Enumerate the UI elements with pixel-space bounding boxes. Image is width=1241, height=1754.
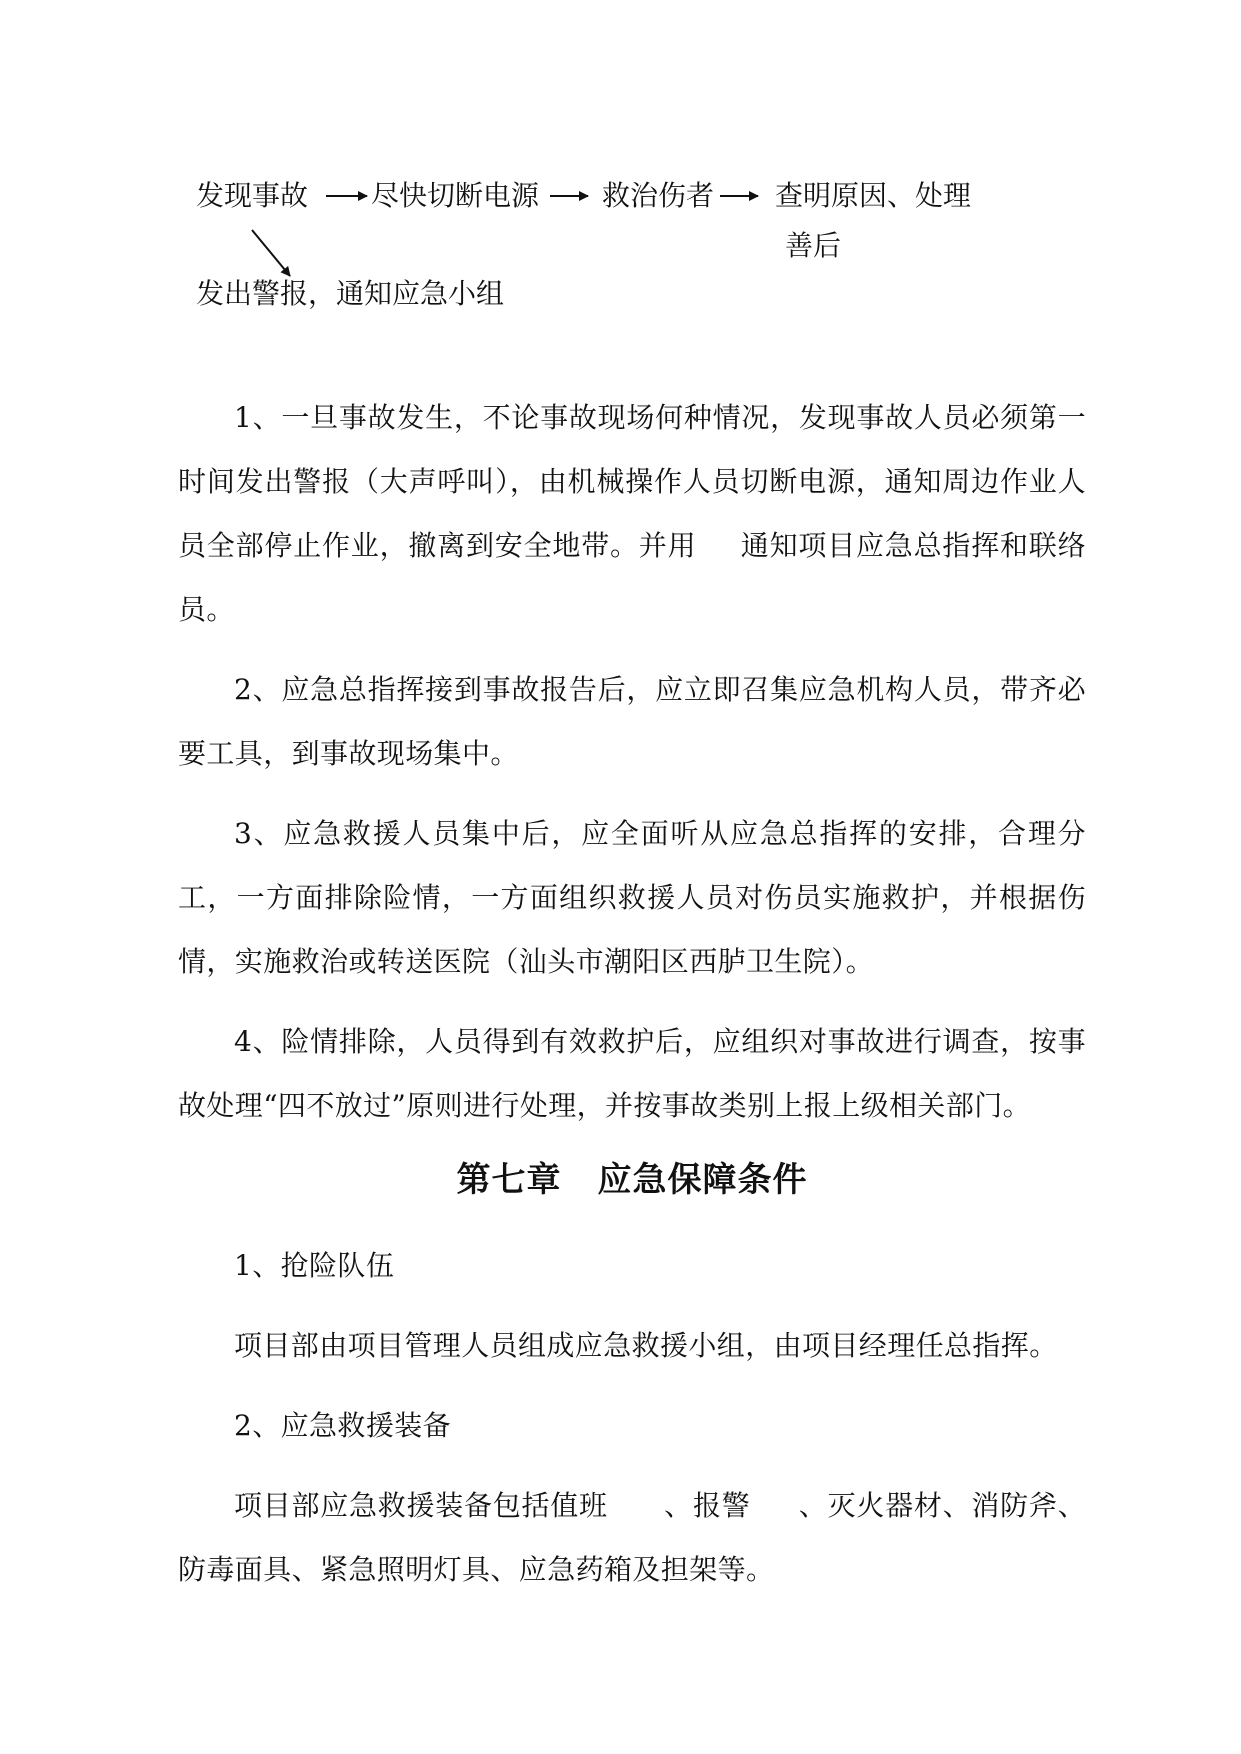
flow-node-cut-power: 尽快切断电源 [371, 179, 540, 212]
section-1-heading: 1、抢险队伍 [234, 1249, 395, 1282]
flow-arrows [0, 0, 1241, 330]
chapter-heading: 第七章 应急保障条件 [456, 1160, 808, 1200]
flow-node-treat: 救治伤者 [602, 179, 715, 212]
paragraph-3: 3、应急救援人员集中后，应全面听从应急总指挥的安排，合理分工，一方面排除险情，一方面组织救援人员对伤员实施救护，并根据伤情，实施救治或转送医院（汕头市潮阳区西胪卫生院）。 [178, 817, 1086, 978]
section-2-heading: 2、应急救援装备 [234, 1409, 452, 1442]
emergency-flow-diagram [0, 0, 1241, 330]
flow-node-discover: 发现事故 [196, 179, 309, 212]
paragraph-1: 1、一旦事故发生，不论事故现场何种情况，发现事故人员必须第一时间发出警报（大声呼叫），由机械操作人员切断电源，通知周边作业人员全部停止作业，撤离到安全地带。并用 通知项目应急总指挥和联络员。 [178, 401, 1087, 626]
flow-node-investigate: 查明原因、处理 [775, 179, 972, 212]
section-2-text: 项目部应急救援装备包括值班 、报警 、灭火器材、消防斧、防毒面具、紧急照明灯具、应急药箱及担架等。 [178, 1489, 1087, 1586]
flow-node-alarm: 发出警报，通知应急小组 [196, 277, 505, 310]
arrow-4 [252, 230, 290, 276]
document-body [178, 386, 1086, 1618]
paragraph-4: 4、险情排除，人员得到有效救护后，应组织对事故进行调查，按事故处理“四不放过”原则进行处理，并按事故类别上报上级相关部门。 [178, 1025, 1086, 1122]
paragraph-2: 2、应急总指挥接到事故报告后，应立即召集应急机构人员，带齐必要工具，到事故现场集中。 [178, 673, 1086, 770]
flow-node-aftermath: 善后 [785, 229, 842, 262]
section-1-text: 项目部由项目管理人员组成应急救援小组，由项目经理任总指挥。 [234, 1329, 1058, 1362]
